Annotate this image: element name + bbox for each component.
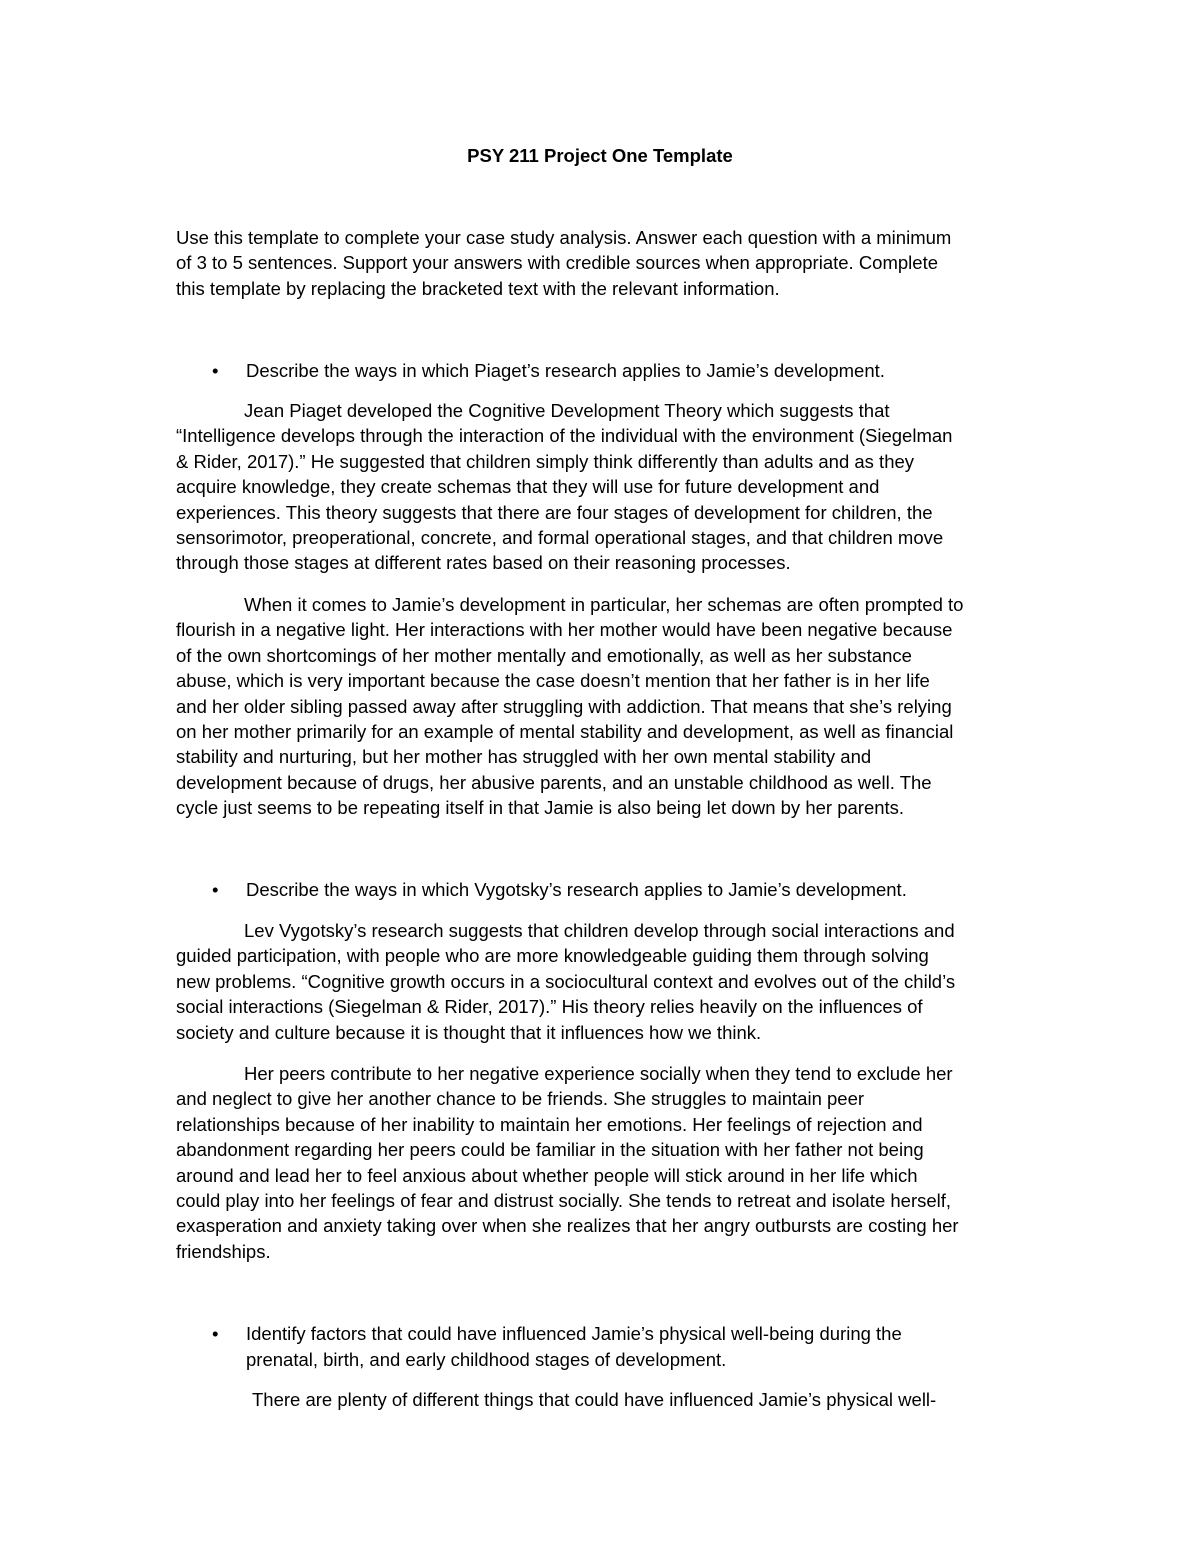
- paragraph-line: relationships because of her inability to maintain her emotions. Her feelings of rejection and: [176, 1113, 923, 1135]
- paragraph-line: flourish in a negative light. Her interactions with her mother would have been negative because: [176, 619, 953, 641]
- paragraph-line: & Rider, 2017).” He suggested that children simply think differently than adults and as they: [176, 450, 915, 472]
- paragraph-line: abandonment regarding her peers could be familiar in the situation with her father not being: [176, 1139, 924, 1161]
- paragraph-line: Jean Piaget developed the Cognitive Development Theory which suggests that: [244, 400, 890, 421]
- paragraph-line: abuse, which is very important because the case doesn’t mention that her father is in her life: [176, 670, 930, 692]
- intro-line: of 3 to 5 sentences. Support your answers with credible sources when appropriate. Complete: [176, 252, 938, 274]
- paragraph-line: “Intelligence develops through the interaction of the individual with the environment (Siegelman: [176, 425, 953, 447]
- paragraph-line: sensorimotor, preoperational, concrete, and formal operational stages, and that children move: [176, 527, 944, 549]
- paragraph-line: new problems. “Cognitive growth occurs in a sociocultural context and evolves out of the child’s: [176, 970, 956, 992]
- answer-vygotsky-paragraph-2: [176, 1061, 1036, 1264]
- paragraph-line: cycle just seems to be repeating itself in that Jamie is also being let down by her parents.: [176, 797, 905, 819]
- bullet-icon: •: [212, 879, 219, 900]
- paragraph-line: stability and nurturing, but her mother has struggled with her own mental stability and: [176, 746, 872, 768]
- paragraph-line: around and lead her to feel anxious about whether people will stick around in her life which: [176, 1164, 918, 1186]
- bullet-icon: •: [212, 360, 219, 381]
- question-piaget: Describe the ways in which Piaget’s research applies to Jamie’s development.: [246, 360, 885, 381]
- paragraph-line: of the own shortcomings of her mother mentally and emotionally, as well as her substance: [176, 644, 912, 666]
- intro-paragraph: [176, 225, 1036, 301]
- paragraph-line: guided participation, with people who are more knowledgeable guiding them through solving: [176, 945, 929, 967]
- paragraph-line: friendships.: [176, 1240, 271, 1262]
- page-title: PSY 211 Project One Template: [467, 145, 733, 166]
- paragraph-line: exasperation and anxiety taking over when she realizes that her angry outbursts are costing her: [176, 1215, 959, 1237]
- question-vygotsky: Describe the ways in which Vygotsky’s research applies to Jamie’s development.: [246, 879, 907, 900]
- answer-physical-wellbeing-paragraph-1: [176, 1387, 1036, 1412]
- paragraph-line: When it comes to Jamie’s development in particular, her schemas are often prompted to: [244, 594, 964, 615]
- intro-line: this template by replacing the bracketed text with the relevant information.: [176, 277, 780, 299]
- paragraph-line: development because of drugs, her abusive parents, and an unstable childhood as well. The: [176, 771, 932, 793]
- answer-vygotsky-paragraph-1: [176, 918, 1036, 1045]
- paragraph-line: There are plenty of different things that could have influenced Jamie’s physical well-: [252, 1389, 937, 1410]
- paragraph-line: Lev Vygotsky’s research suggests that children develop through social interactions and: [244, 920, 955, 941]
- question-physical-wellbeing-line: Identify factors that could have influenced Jamie’s physical well-being during the: [246, 1323, 902, 1344]
- intro-line: Use this template to complete your case study analysis. Answer each question with a minimum: [176, 227, 952, 248]
- answer-piaget-paragraph-2: [176, 592, 1036, 821]
- bullet-icon: •: [212, 1323, 219, 1344]
- answer-piaget-paragraph-1: [176, 398, 1036, 576]
- paragraph-line: on her mother primarily for an example of mental stability and development, as well as financial: [176, 721, 954, 743]
- paragraph-line: could play into her feelings of fear and distrust socially. She tends to retreat and isolate herself,: [176, 1190, 952, 1212]
- paragraph-line: Her peers contribute to her negative experience socially when they tend to exclude her: [244, 1063, 953, 1084]
- paragraph-line: social interactions (Siegelman & Rider, 2017).” His theory relies heavily on the influences of: [176, 996, 923, 1018]
- paragraph-line: and her older sibling passed away after struggling with addiction. That means that she’s relying: [176, 695, 952, 717]
- question-physical-wellbeing-line: prenatal, birth, and early childhood stages of development.: [246, 1349, 727, 1370]
- paragraph-line: experiences. This theory suggests that there are four stages of development for children, the: [176, 501, 933, 523]
- paragraph-line: through those stages at different rates based on their reasoning processes.: [176, 552, 791, 574]
- paragraph-line: and neglect to give her another chance to be friends. She struggles to maintain peer: [176, 1088, 865, 1110]
- paragraph-line: acquire knowledge, they create schemas that they will use for future development and: [176, 476, 880, 498]
- paragraph-line: society and culture because it is thought that it influences how we think.: [176, 1021, 762, 1043]
